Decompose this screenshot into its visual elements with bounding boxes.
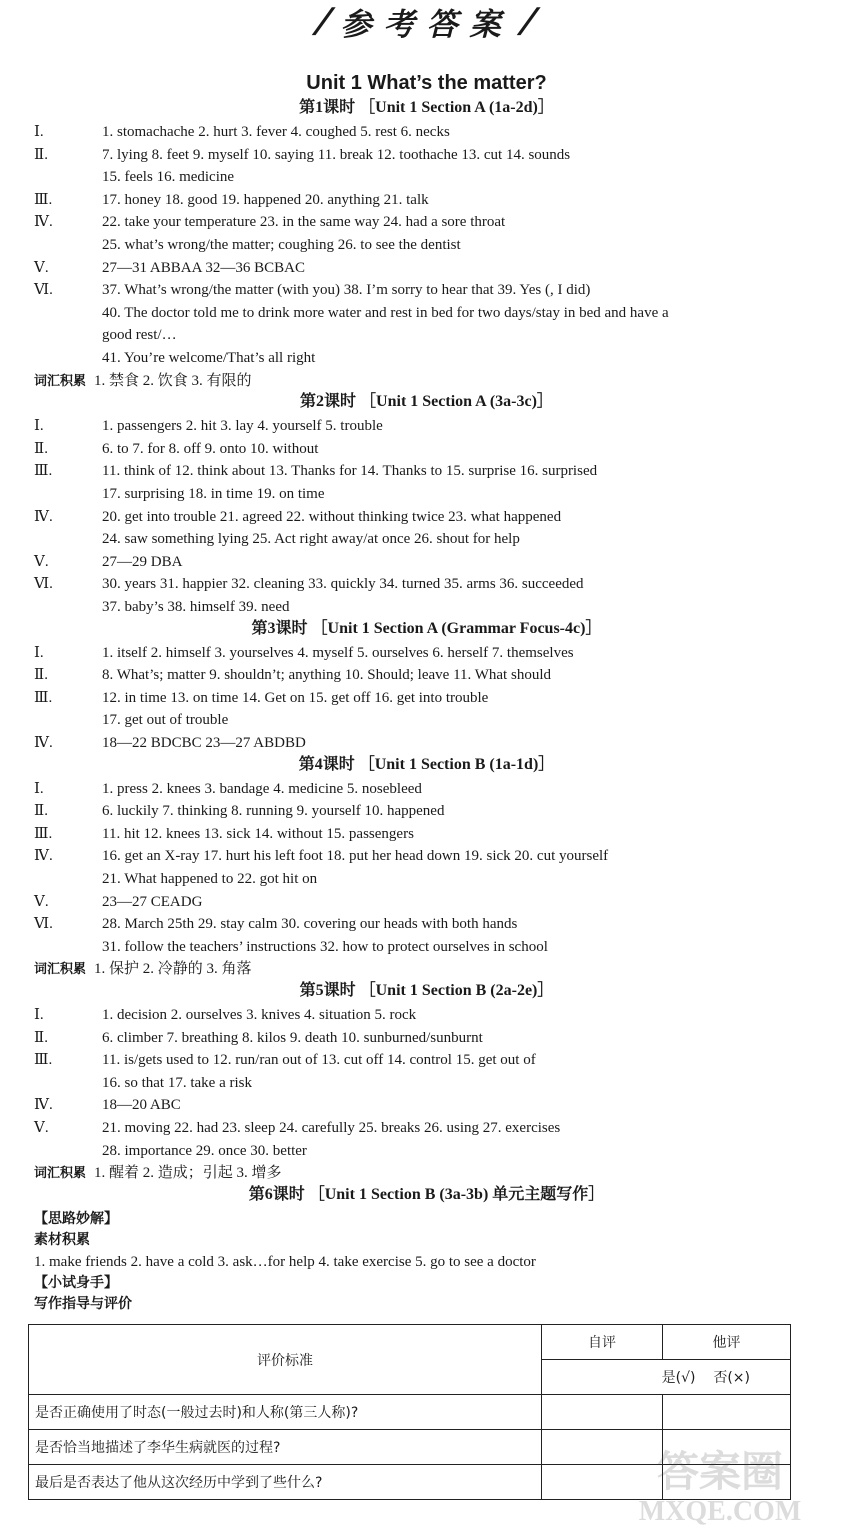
answer-text: 6. luckily 7. thinking 8. running 9. yourself 10. happened xyxy=(102,803,445,820)
answer-line xyxy=(34,596,825,618)
answer-line xyxy=(34,1140,825,1162)
answer-line xyxy=(34,528,825,550)
answer-text: 41. You’re welcome/That’s all right xyxy=(102,350,316,366)
question-group-number: Ⅳ. xyxy=(34,1097,53,1114)
answer-line xyxy=(34,1094,825,1116)
answer-text: 1. press 2. knees 3. bandage 4. medicine 5. nosebleed xyxy=(102,780,422,797)
answer-text: 37. baby’s 38. himself 39. need xyxy=(102,599,290,615)
criterion-row: 是否正确使用了时态(一般过去时)和人称(第三人称)? xyxy=(29,1395,542,1430)
answer-line xyxy=(34,778,825,800)
answer-line xyxy=(34,279,825,301)
answer-line xyxy=(34,121,825,143)
vocab-label: 词汇积累 xyxy=(34,962,87,978)
peer-eval-header: 他评 xyxy=(663,1325,791,1360)
question-group-number: Ⅳ. xyxy=(34,848,53,865)
answer-line xyxy=(34,709,825,731)
answer-text: 27—31 ABBAA 32—36 BCBAC xyxy=(102,259,305,276)
peer-eval-cell[interactable] xyxy=(663,1430,791,1465)
criterion-row: 最后是否表达了他从这次经历中学到了些什么? xyxy=(29,1465,542,1500)
answer-text: 17. get out of trouble xyxy=(102,712,229,729)
answer-line xyxy=(34,687,825,709)
lesson-title: 第5课时 ［Unit 1 Section B (2a-2e)］ xyxy=(299,982,554,999)
answer-line xyxy=(34,913,825,935)
peer-eval-cell[interactable] xyxy=(663,1395,791,1430)
question-group-number: Ⅱ. xyxy=(34,667,48,684)
material-line: 1. make friends 2. have a cold 3. ask…for help 4. take exercise 5. go to see a doctor xyxy=(34,1253,536,1270)
answer-text: 21. What happened to 22. got hit on xyxy=(102,871,318,887)
answer-line xyxy=(34,234,825,256)
answer-line xyxy=(34,573,825,595)
header-title: 参考答案 xyxy=(340,6,513,43)
criterion-row: 是否恰当地描述了李华生病就医的过程? xyxy=(29,1430,542,1465)
answer-line xyxy=(34,732,825,754)
header-slash-right: / xyxy=(518,1,540,41)
vocab-label: 词汇积累 xyxy=(34,1166,87,1182)
vocab-text: 1. 保护 2. 冷静的 3. 角落 xyxy=(94,961,252,978)
answer-text: 17. honey 18. good 19. happened 20. anything 21. talk xyxy=(102,191,429,208)
answer-text: 17. surprising 18. in time 19. on time xyxy=(102,486,325,502)
answer-line xyxy=(34,1117,825,1139)
self-eval-header: 自评 xyxy=(542,1325,663,1360)
question-group-number: Ⅱ. xyxy=(34,1029,48,1046)
answer-text: 6. to 7. for 8. off 9. onto 10. without xyxy=(102,440,319,457)
answer-text: 11. think of 12. think about 13. Thanks for 14. Thanks to 15. surprise 16. surprised xyxy=(102,463,598,480)
answer-line xyxy=(34,800,825,822)
answer-line xyxy=(34,483,825,505)
answer-line xyxy=(34,324,825,346)
answer-text: 16. so that 17. take a risk xyxy=(102,1074,252,1091)
peer-eval-cell[interactable] xyxy=(663,1465,791,1500)
lesson-title: 第3课时 ［Unit 1 Section A (Grammar Focus-4c)］ xyxy=(251,619,602,637)
answer-text: 1. itself 2. himself 3. yourselves 4. myself 5. ourselves 6. herself 7. themselves xyxy=(102,644,574,661)
answer-line xyxy=(34,664,825,686)
answer-line xyxy=(34,257,825,279)
answer-line xyxy=(34,189,825,211)
yes-mark-label: 是(√) xyxy=(661,1370,696,1386)
lesson-title: 第6课时 ［Unit 1 Section B (3a-3b) 单元主题写作］ xyxy=(248,1185,605,1203)
vocab-line xyxy=(34,958,825,981)
vocab-line xyxy=(34,370,825,393)
yes-no-legend xyxy=(542,1360,791,1395)
answer-text: 31. follow the teachers’ instructions 32. how to protect ourselves in school xyxy=(102,938,548,955)
answer-text: 28. importance 29. once 30. better xyxy=(102,1142,307,1159)
watermark-top: 答案圈 xyxy=(656,1450,784,1496)
question-group-number: Ⅴ. xyxy=(34,1120,49,1136)
question-group-number: Ⅲ. xyxy=(34,825,53,842)
header-slash-left: / xyxy=(313,1,335,41)
answer-text: 16. get an X-ray 17. hurt his left foot 18. put her head down 19. sick 20. cut yourself xyxy=(102,848,609,865)
question-group-number: Ⅵ. xyxy=(34,576,53,593)
question-group-number: Ⅴ. xyxy=(34,259,49,276)
self-eval-cell[interactable] xyxy=(542,1430,663,1465)
answer-text: 11. hit 12. knees 13. sick 14. without 15. passengers xyxy=(102,825,414,842)
answer-text: 20. get into trouble 21. agreed 22. without thinking twice 23. what happened xyxy=(102,508,562,525)
question-group-number: Ⅲ. xyxy=(34,689,53,706)
answer-line xyxy=(34,823,825,845)
lesson-title: 第1课时 ［Unit 1 Section A (1a-2d)］ xyxy=(299,99,554,116)
answer-text: 37. What’s wrong/the matter (with you) 38. I’m sorry to hear that 39. Yes (, I did) xyxy=(102,282,591,299)
answer-line xyxy=(34,1027,825,1049)
answer-text: 8. What’s; matter 9. shouldn’t; anything 10. Should; leave 11. What should xyxy=(102,667,551,684)
question-group-number: Ⅱ. xyxy=(34,146,48,163)
answer-text: 1. stomachache 2. hurt 3. fever 4. coughed 5. rest 6. necks xyxy=(102,124,450,140)
answer-line xyxy=(34,1049,825,1071)
unit-title: Unit 1 What’s the matter? xyxy=(306,72,547,94)
section-heading: 写作指导与评价 xyxy=(34,1295,132,1312)
vocab-line xyxy=(34,1162,825,1185)
answer-text: 40. The doctor told me to drink more water and rest in bed for two days/stay in bed and have a xyxy=(102,304,669,321)
answer-line xyxy=(34,144,825,166)
question-group-number: Ⅰ. xyxy=(34,418,44,435)
answer-text: good rest/… xyxy=(102,327,177,344)
vocab-text: 1. 禁食 2. 饮食 3. 有限的 xyxy=(94,372,252,389)
question-group-number: Ⅲ. xyxy=(34,463,53,480)
answer-text: 18—20 ABC xyxy=(102,1097,181,1114)
evaluation-table xyxy=(28,1324,791,1500)
answer-text: 25. what’s wrong/the matter; coughing 26. to see the dentist xyxy=(102,237,461,253)
answer-line xyxy=(34,460,825,482)
answer-line xyxy=(34,551,825,573)
page-header xyxy=(0,1,853,43)
criteria-header: 评价标准 xyxy=(29,1325,542,1395)
answer-line xyxy=(34,642,825,664)
answer-line xyxy=(34,302,825,324)
answer-line xyxy=(34,1004,825,1026)
answer-text: 30. years 31. happier 32. cleaning 33. quickly 34. turned 35. arms 36. succeeded xyxy=(102,576,584,593)
section-heading: 素材积累 xyxy=(34,1231,90,1248)
question-group-number: Ⅲ. xyxy=(34,1052,53,1069)
vocab-label: 词汇积累 xyxy=(34,373,87,389)
no-mark-label: 否(×) xyxy=(713,1370,750,1386)
question-group-number: Ⅳ. xyxy=(34,214,53,231)
answer-text: 7. lying 8. feet 9. myself 10. saying 11. break 12. toothache 13. cut 14. sounds xyxy=(102,146,571,163)
question-group-number: Ⅵ. xyxy=(34,916,53,933)
answer-text: 23—27 CEADG xyxy=(102,893,203,910)
answer-line xyxy=(34,891,825,913)
answer-text: 24. saw something lying 25. Act right away/at once 26. shout for help xyxy=(102,531,520,548)
vocab-text: 1. 醒着 2. 造成；引起 3. 增多 xyxy=(94,1165,282,1182)
section-heading: 【思路妙解】 xyxy=(34,1210,118,1227)
answer-line xyxy=(34,868,825,890)
lesson-title: 第4课时 ［Unit 1 Section B (1a-1d)］ xyxy=(298,755,555,773)
answer-text: 28. March 25th 29. stay calm 30. covering our heads with both hands xyxy=(102,916,518,933)
question-group-number: Ⅳ. xyxy=(34,508,53,525)
answer-line xyxy=(34,936,825,958)
question-group-number: Ⅳ. xyxy=(34,735,53,751)
answer-text: 22. take your temperature 23. in the same way 24. had a sore throat xyxy=(102,214,506,231)
answer-line xyxy=(34,211,825,233)
question-group-number: Ⅵ. xyxy=(34,282,53,299)
answer-line xyxy=(34,1072,825,1094)
answer-line xyxy=(34,845,825,867)
answer-text: 12. in time 13. on time 14. Get on 15. get off 16. get into trouble xyxy=(102,689,489,706)
answer-text: 15. feels 16. medicine xyxy=(102,169,235,186)
answer-text: 1. decision 2. ourselves 3. knives 4. situation 5. rock xyxy=(102,1007,417,1023)
question-group-number: Ⅱ. xyxy=(34,440,48,457)
self-eval-cell[interactable] xyxy=(542,1395,663,1430)
self-eval-cell[interactable] xyxy=(542,1465,663,1500)
question-group-number: Ⅰ. xyxy=(34,644,44,661)
answer-text: 6. climber 7. breathing 8. kilos 9. death 10. sunburned/sunburnt xyxy=(102,1029,483,1046)
question-group-number: Ⅰ. xyxy=(34,1007,44,1023)
answer-line xyxy=(34,166,825,188)
lesson-title: 第2课时 ［Unit 1 Section A (3a-3c)］ xyxy=(300,393,553,411)
answer-text: 18—22 BDCBC 23—27 ABDBD xyxy=(102,735,306,751)
question-group-number: Ⅲ. xyxy=(34,191,53,208)
section-heading: 【小试身手】 xyxy=(34,1274,118,1291)
answer-text: 1. passengers 2. hit 3. lay 4. yourself 5. trouble xyxy=(102,418,383,435)
answer-line xyxy=(34,438,825,460)
answer-text: 21. moving 22. had 23. sleep 24. carefully 25. breaks 26. using 27. exercises xyxy=(102,1120,561,1136)
question-group-number: Ⅰ. xyxy=(34,780,44,797)
answer-line xyxy=(34,415,825,437)
question-group-number: Ⅱ. xyxy=(34,803,48,820)
answer-line xyxy=(34,347,825,369)
watermark-bottom: MXQE.COM xyxy=(638,1496,802,1527)
question-group-number: Ⅴ. xyxy=(34,893,49,910)
answer-line xyxy=(34,506,825,528)
answer-text: 11. is/gets used to 12. run/ran out of 13. cut off 14. control 15. get out of xyxy=(102,1052,536,1069)
question-group-number: Ⅴ. xyxy=(34,553,49,570)
question-group-number: Ⅰ. xyxy=(34,124,44,140)
answer-text: 27—29 DBA xyxy=(102,553,183,570)
